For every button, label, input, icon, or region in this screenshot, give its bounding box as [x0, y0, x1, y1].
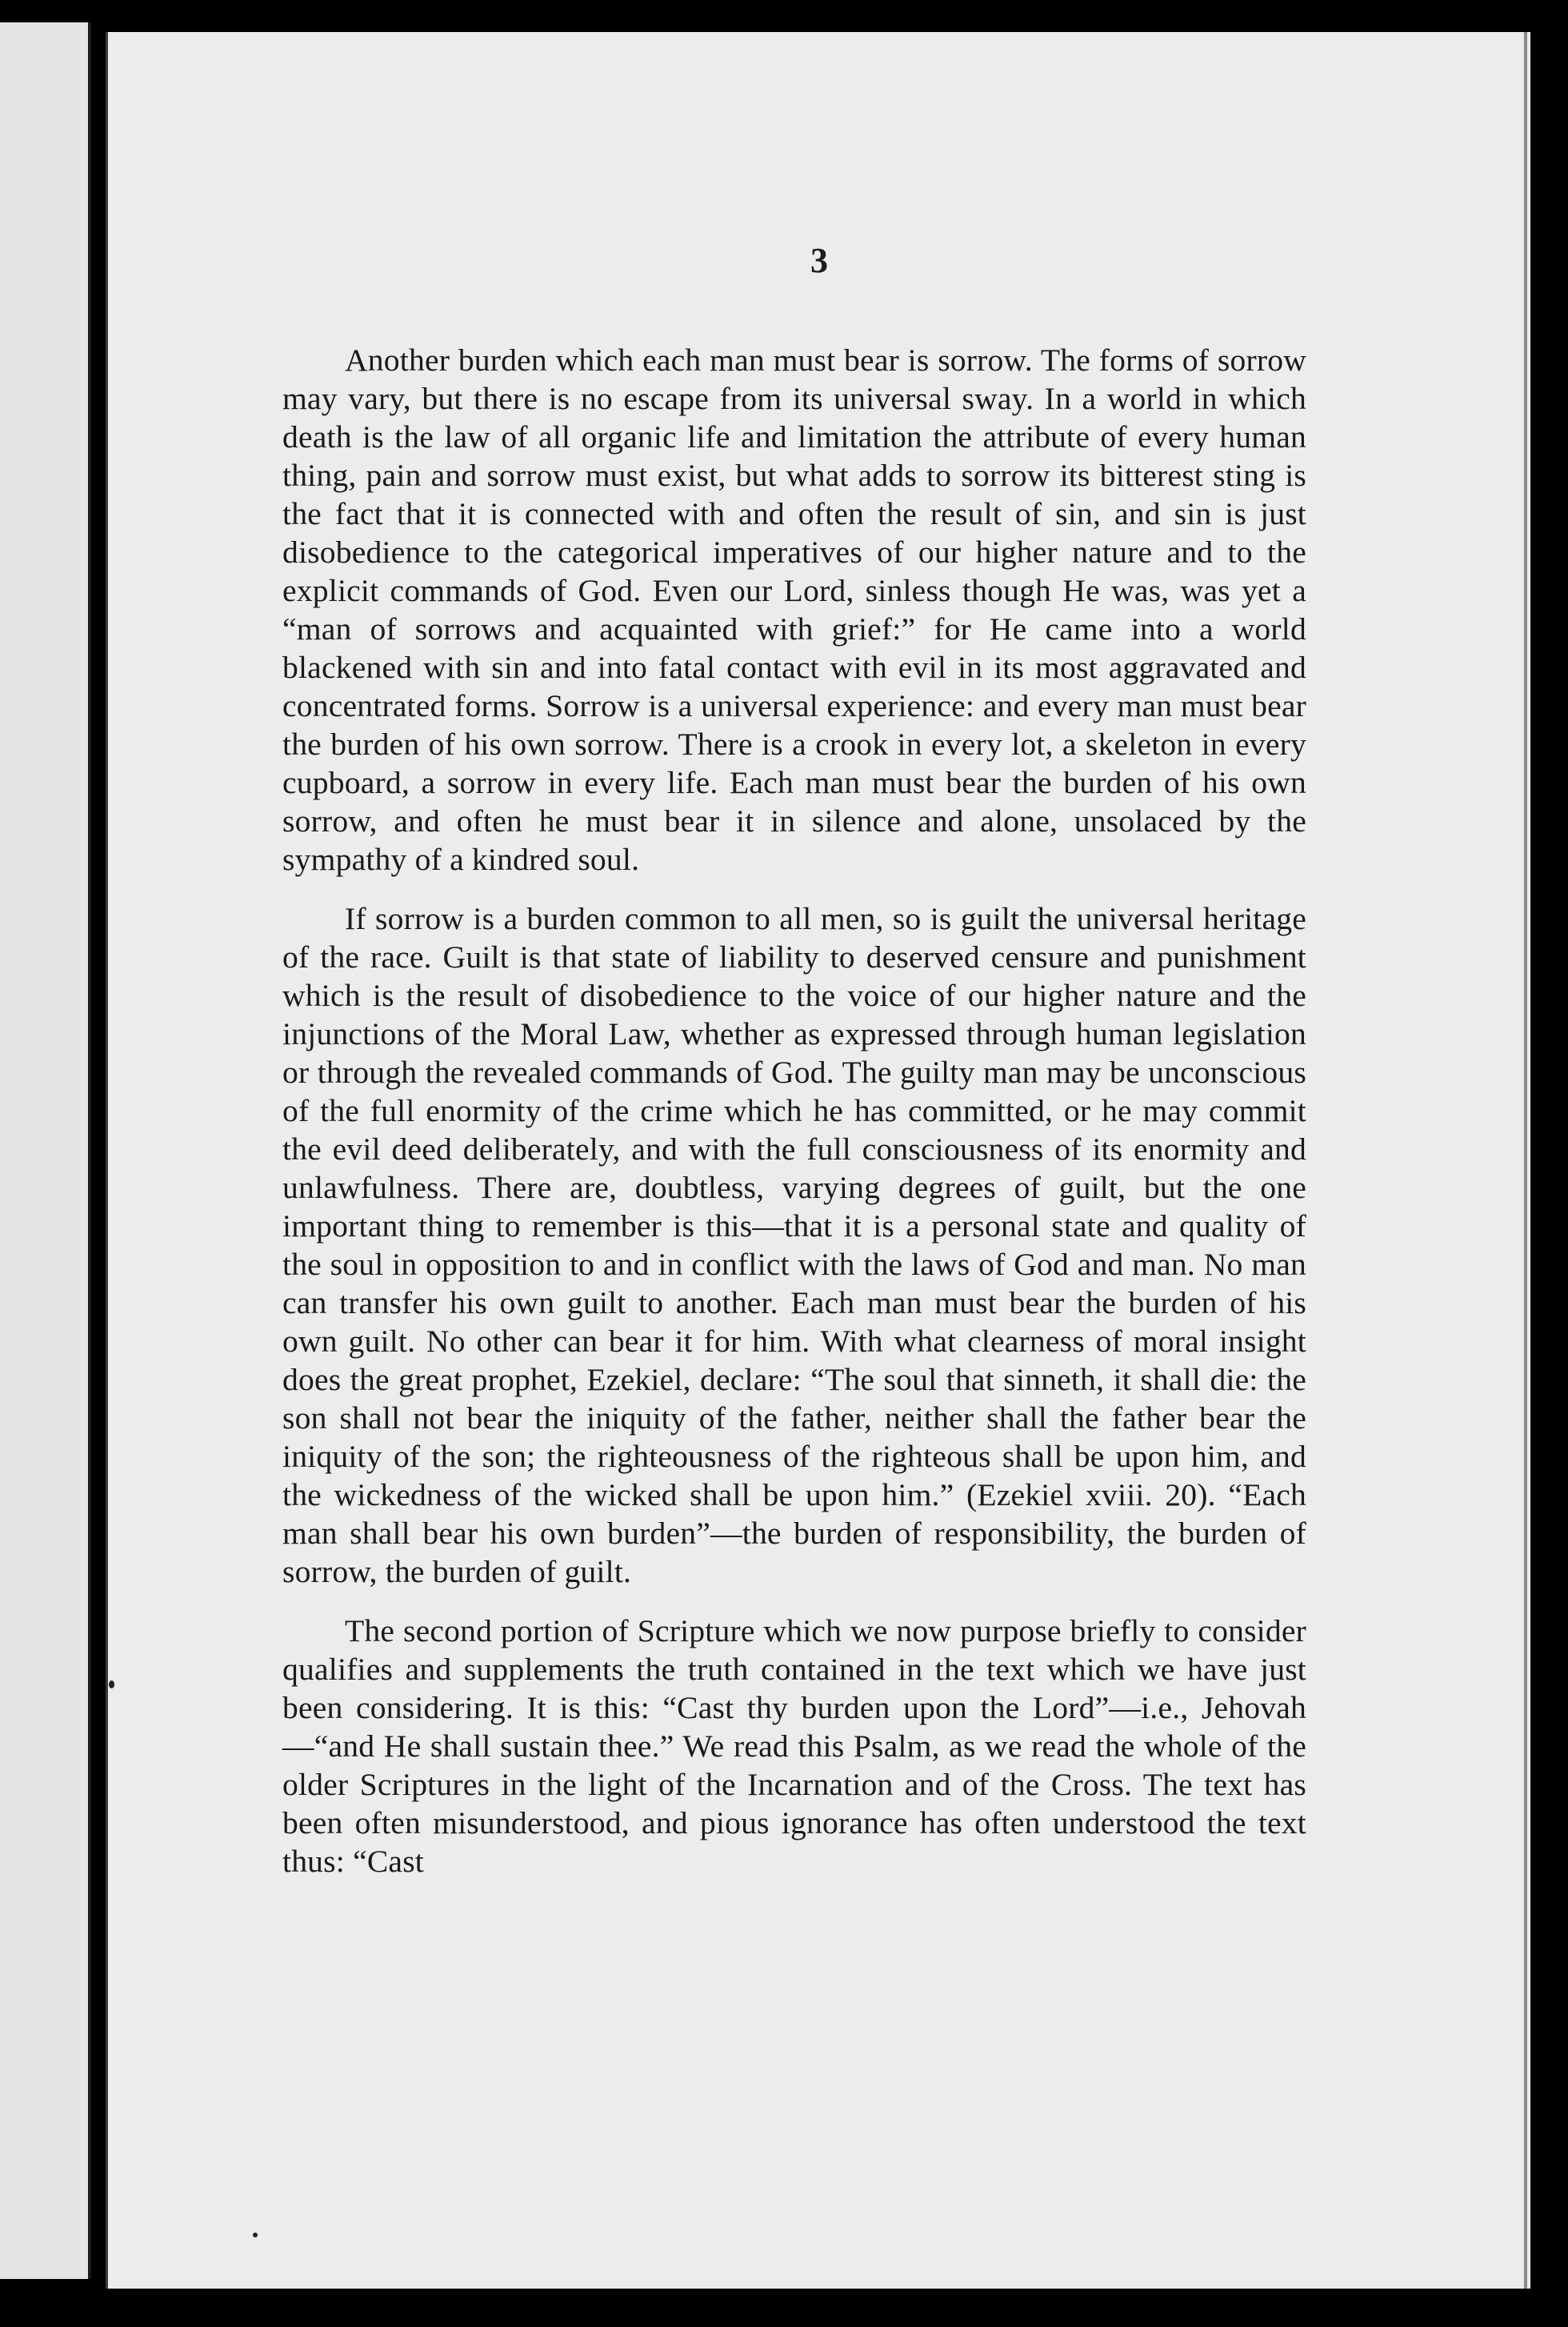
- scan-speck: [109, 1680, 114, 1688]
- paragraph-sorrow: Another burden which each man must bear is sorrow. The forms of sorrow may vary, but there is no escape from its universal sway. In a world in which death is the law of all organic life and limitation the attribute of every human thing, pain and sorrow must exist, but what adds to sorrow its bitterest sting is the fact that it is connected with and often the result of sin, and sin is just disobedience to the categorical imperatives of our higher nature and to the explicit commands of God. Even our Lord, sinless though He was, was yet a “man of sorrows and acquainted with grief:” for He came into a world blackened with sin and into fatal contact with evil in its most aggravated and concentrated forms. Sorrow is a universal experience: and every man must bear the burden of his own sorrow. There is a crook in every lot, a skeleton in every cupboard, a sorrow in every life. Each man must bear the burden of his own sorrow, and often he must bear it in silence and alone, unsolaced by the sympathy of a kindred soul.: [282, 342, 1306, 877]
- paragraph-guilt: If sorrow is a burden common to all men, so is guilt the universal heritage of the race. Guilt is that state of liability to deserved censure and punishment which is the result of disobedience to the voice of our higher nature and the injunctions of the Moral Law, whether as expressed through human legislation or through the revealed commands of God. The guilty man may be unconscious of the full enormity of the crime which he has committed, or he may commit the evil deed deliberately, and with the full consciousness of its enormity and unlawfulness. There are, doubtless, varying degrees of guilt, but the one important thing to remember is this—that it is a personal state and quality of the soul in opposition to and in conflict with the laws of God and man. No man can transfer his own guilt to another. Each man must bear the burden of his own guilt. No other can bear it for him. With what clearness of moral insight does the great prophet, Ezekiel, declare: “The soul that sinneth, it shall die: the son shall not bear the iniquity of the father, neither shall the father bear the iniquity of the son; the righteousness of the righteous shall be upon him, and the wickedness of the wicked shall be upon him.” (Ezekiel xviii. 20). “Each man shall bear his own burden”—the burden of responsibility, the burden of sorrow, the burden of guilt.: [282, 901, 1306, 1589]
- page-right-edge: [1524, 32, 1527, 2289]
- scan-speck: [253, 2233, 258, 2237]
- body-text: [282, 341, 1306, 1901]
- paragraph-cast-thy-burden: The second portion of Scripture which we now purpose briefly to consider qualifies and supplements the truth contained in the text which we have just been considering. It is this: “Cast thy burden upon the Lord”—i.e., Jehovah—“and He shall sustain thee.” We read this Psalm, as we read the whole of the older Scriptures in the light of the Incarnation and of the Cross. The text has been often misunderstood, and pious ignorance has often understood the text thus: “Cast: [282, 1613, 1306, 1879]
- document-page: [106, 32, 1530, 2289]
- page-number: 3: [810, 241, 828, 280]
- facing-page-edge: [0, 22, 91, 2279]
